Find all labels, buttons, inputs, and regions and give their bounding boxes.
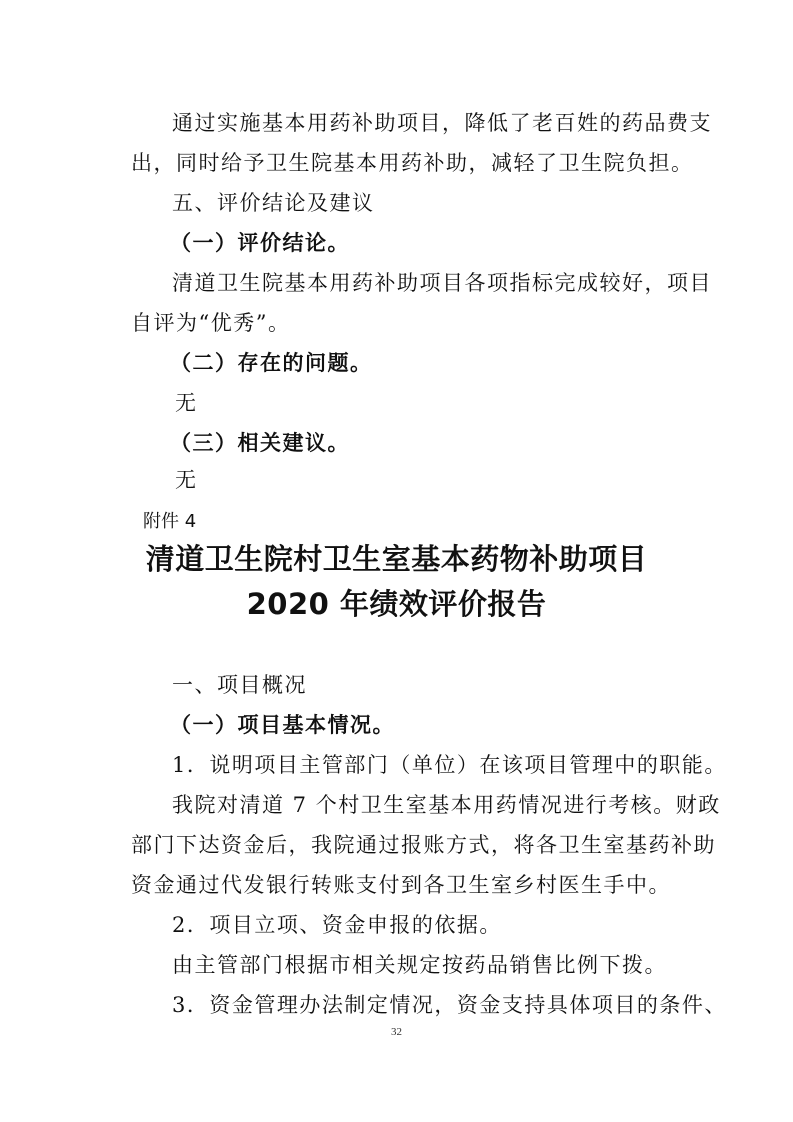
section-heading: 五、评价结论及建议 (172, 191, 375, 215)
list-item: 3．资金管理办法制定情况，资金支持具体项目的条件、 (172, 993, 727, 1017)
paragraph-line: 资金通过代发银行转账支付到各卫生室乡村医生手中。 (131, 873, 671, 897)
subsection-heading: （三）相关建议。 (170, 430, 350, 455)
paragraph-line: 我院对清道 7 个村卫生室基本用药情况进行考核。财政 (172, 793, 721, 817)
paragraph-line: 自评为“优秀”。 (131, 311, 291, 335)
document-title: 2020 年绩效评价报告 (246, 587, 547, 621)
paragraph-line: 无 (175, 468, 198, 492)
paragraph-line: 部门下达资金后，我院通过报账方式，将各卫生室基药补助 (131, 833, 716, 857)
section-heading: 一、项目概况 (172, 673, 307, 697)
list-item: 1．说明项目主管部门（单位）在该项目管理中的职能。 (172, 753, 727, 777)
paragraph-line: 通过实施基本用药补助项目，降低了老百姓的药品费支 (172, 111, 712, 135)
paragraph-line: 无 (175, 391, 198, 415)
page-number: 32 (391, 1026, 402, 1038)
document-title: 清道卫生院村卫生室基本药物补助项目 (145, 542, 648, 576)
paragraph-line: 清道卫生院基本用药补助项目各项指标完成较好，项目 (172, 271, 712, 295)
paragraph-line: 由主管部门根据市相关规定按药品销售比例下拨。 (172, 953, 667, 977)
paragraph-line: 出，同时给予卫生院基本用药补助，减轻了卫生院负担。 (131, 151, 694, 175)
list-item: 2．项目立项、资金申报的依据。 (172, 913, 502, 937)
subsection-heading: （二）存在的问题。 (170, 350, 373, 375)
subsection-heading: （一）项目基本情况。 (170, 712, 395, 737)
subsection-heading: （一）评价结论。 (170, 230, 350, 255)
attachment-label: 附件 4 (143, 511, 197, 532)
